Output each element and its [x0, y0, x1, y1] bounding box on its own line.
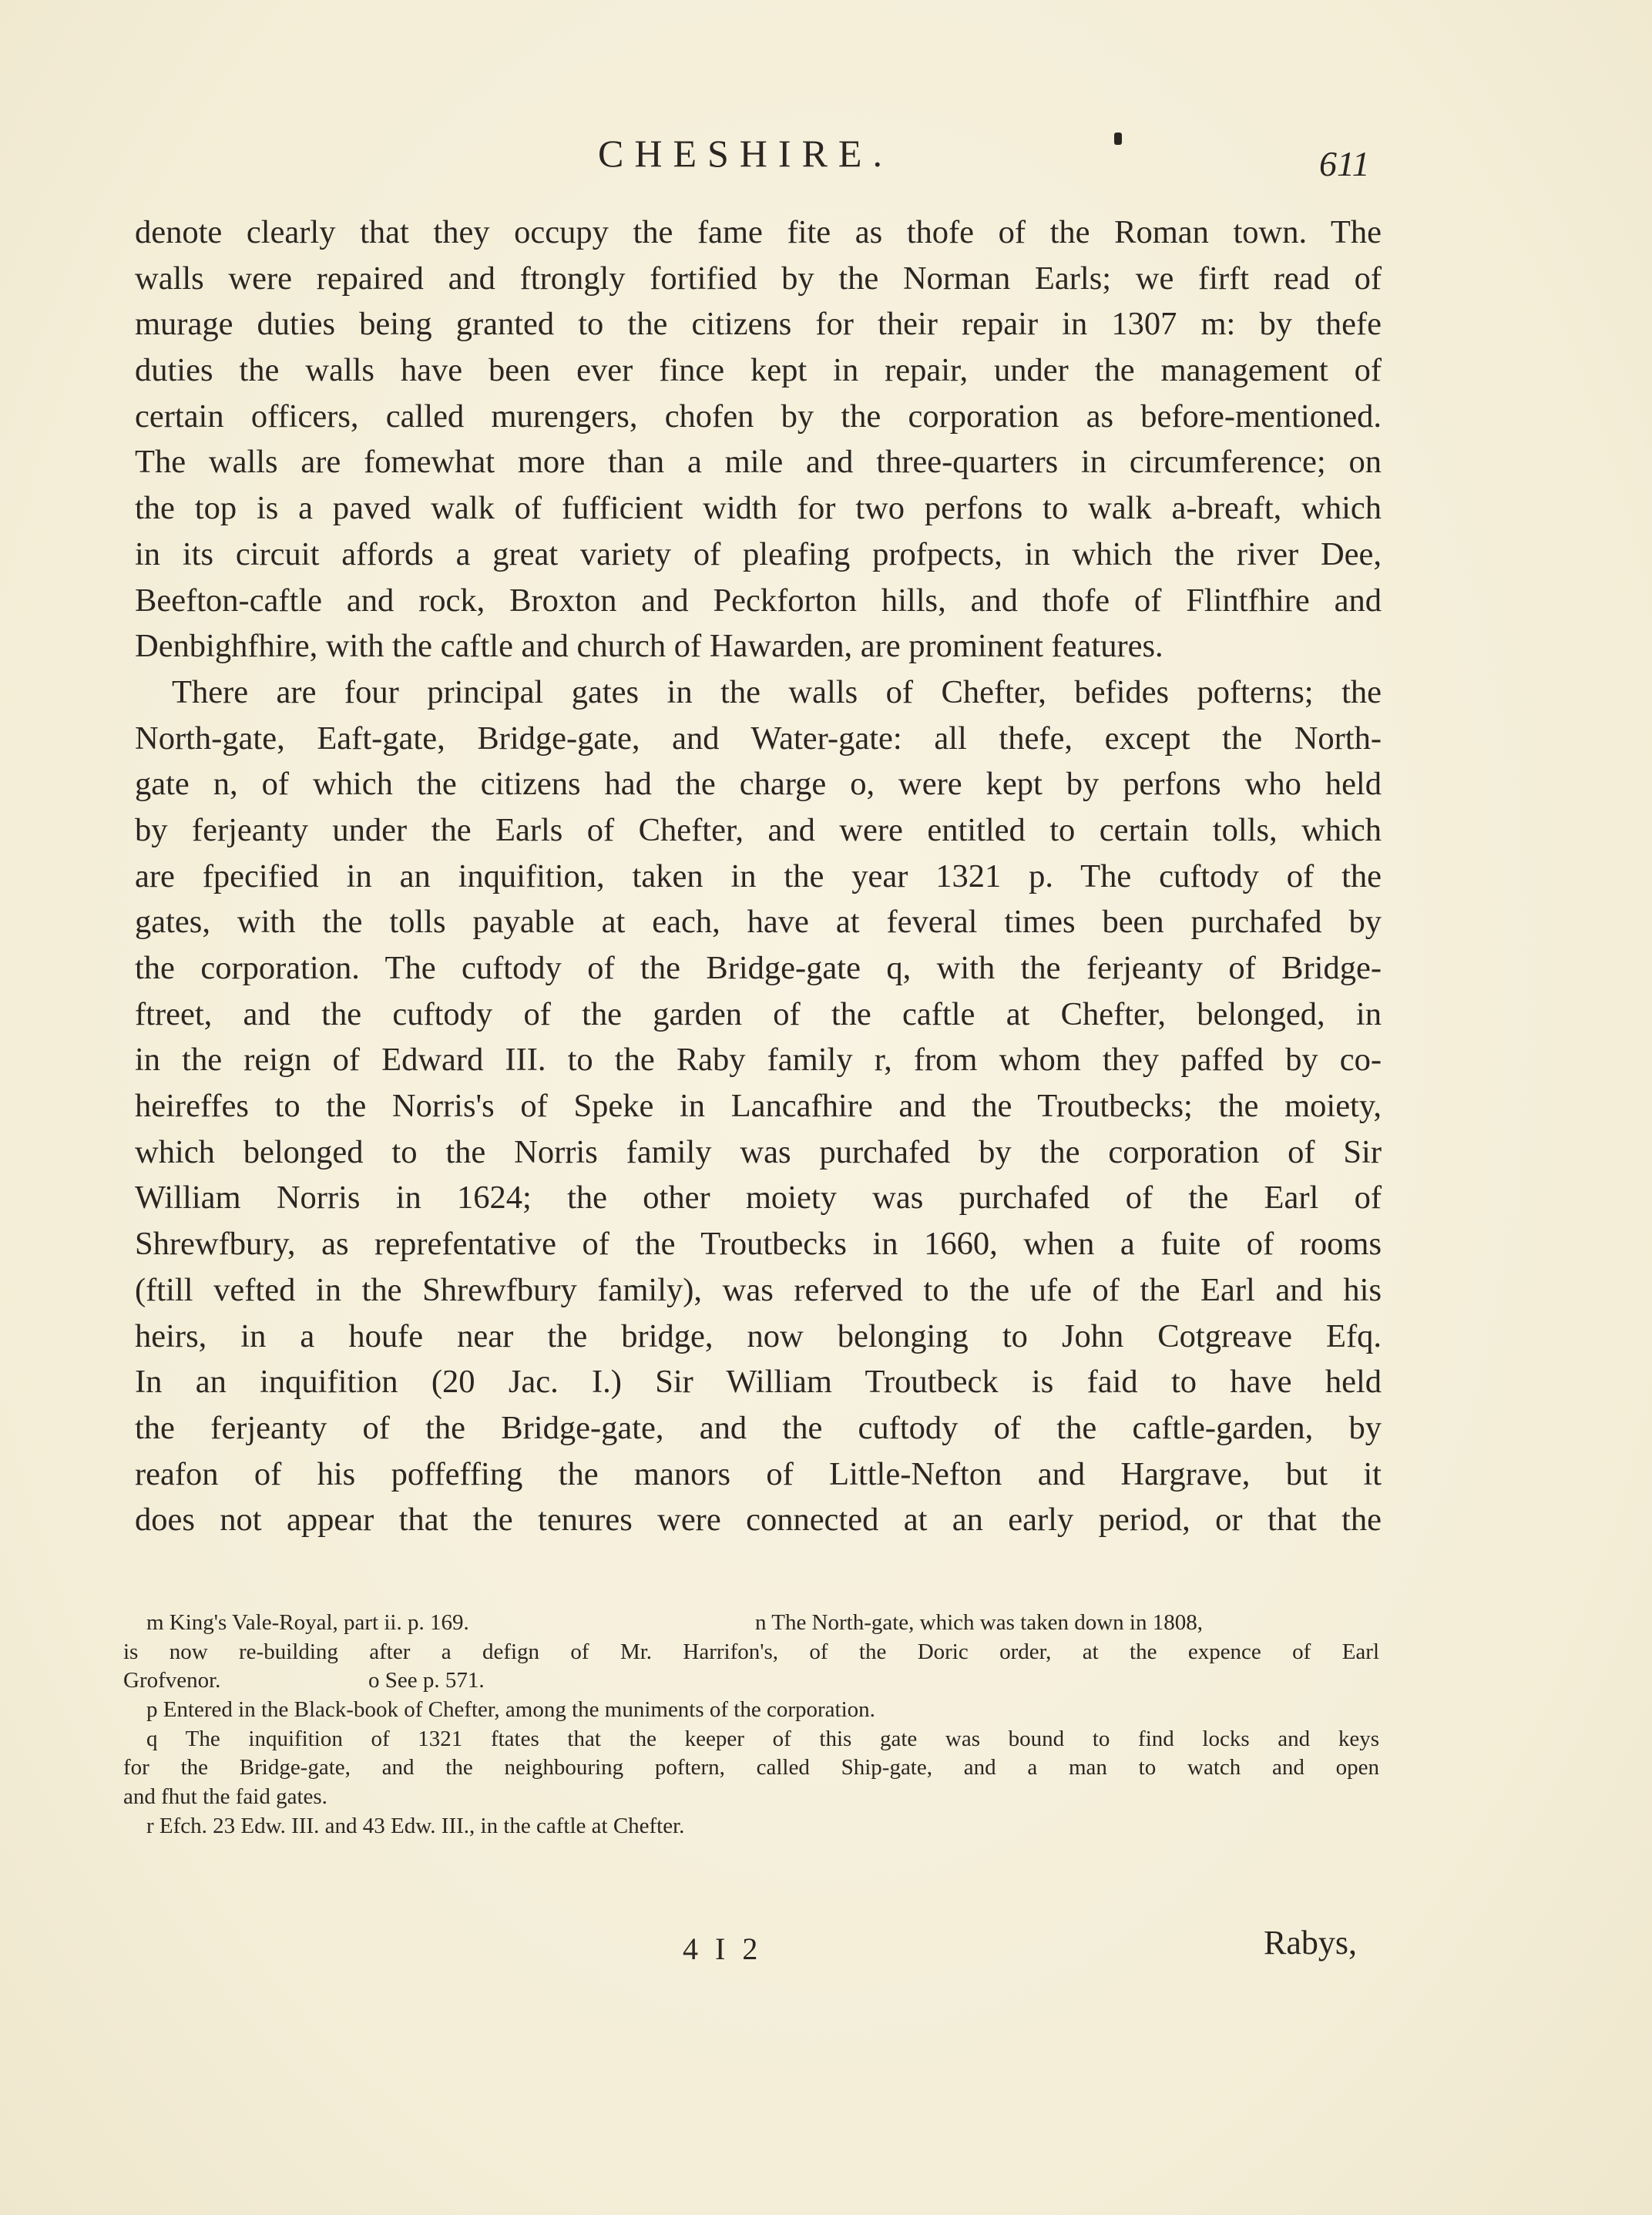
- text-line: (ftill vefted in the Shrewfbury family), was referved to the ufe of the Earl and his: [135, 1271, 1382, 1308]
- text-line: in the reign of Edward III. to the Raby family r, from whom they paffed by co-: [135, 1042, 1382, 1079]
- text-line: does not appear that the tenures were connected at an early period, or that the: [135, 1502, 1382, 1539]
- text-line: The walls are fomewhat more than a mile and three-quarters in circumference; on: [135, 444, 1382, 481]
- text-line: reafon of his poffeffing the manors of Little-Nefton and Hargrave, but it: [135, 1455, 1382, 1492]
- text-line: are fpecified in an inquifition, taken in the year 1321 p. The cuftody of the: [135, 857, 1382, 894]
- text-line: certain officers, called murengers, chofen by the corporation as before-mentioned.: [135, 398, 1382, 435]
- running-title: CHESHIRE.: [598, 132, 893, 175]
- text-line: in its circuit affords a great variety of pleafing profpects, in which the river Dee,: [135, 535, 1382, 572]
- text-line: denote clearly that they occupy the fame fite as thofe of the Roman town. The: [135, 214, 1382, 250]
- footnote-m: m King's Vale-Royal, part ii. p. 169.: [146, 1610, 469, 1635]
- page-number: 611: [1319, 144, 1370, 183]
- footnote-q-cont: for the Bridge-gate, and the neighbouring poftern, called Ship-gate, and a man to watch and open: [123, 1755, 1379, 1780]
- ink-mark: [1114, 133, 1122, 145]
- footnote-row: [123, 1609, 1379, 1638]
- text-line: heirs, in a houfe near the bridge, now belonging to John Cotgreave Efq.: [135, 1317, 1382, 1354]
- text-line: duties the walls have been ever fince kept in repair, under the management of: [135, 352, 1382, 389]
- catchword: Rabys,: [1264, 1924, 1357, 1962]
- footnote-p: p Entered in the Black-book of Chefter, among the muniments of the corporation.: [146, 1697, 875, 1723]
- text-line: heireffes to the Norris's of Speke in Lancafhire and the Troutbecks; the moiety,: [135, 1088, 1382, 1125]
- footnotes: [123, 1609, 1379, 1841]
- footnote-n: n The North-gate, which was taken down in 1808,: [755, 1610, 1203, 1635]
- text-line: the corporation. The cuftody of the Bridge-gate q, with the ferjeanty of Bridge-: [135, 950, 1382, 986]
- footnote-r: r Efch. 23 Edw. III. and 43 Edw. III., in the caftle at Chefter.: [146, 1813, 685, 1838]
- text-line: the top is a paved walk of fufficient width for two perfons to walk a-breaft, which: [135, 490, 1382, 527]
- text-line: There are four principal gates in the walls of Chefter, befides pofterns; the: [172, 673, 1382, 710]
- text-line: walls were repaired and ftrongly fortified by the Norman Earls; we firft read of: [135, 260, 1382, 297]
- text-line: gates, with the tolls payable at each, have at feveral times been purchafed by: [135, 904, 1382, 941]
- text-line: murage duties being granted to the citizens for their repair in 1307 m: by thefe: [135, 306, 1382, 343]
- text-line: gate n, of which the citizens had the charge o, were kept by perfons who held: [135, 766, 1382, 803]
- footnote-q: q The inquifition of 1321 ftates that the keeper of this gate was bound to find locks and keys: [146, 1726, 1379, 1751]
- text-line: In an inquifition (20 Jac. I.) Sir William Troutbeck is faid to have held: [135, 1364, 1382, 1401]
- text-line: which belonged to the Norris family was purchafed by the corporation of Sir: [135, 1133, 1382, 1170]
- text-line: by ferjeanty under the Earls of Chefter, and were entitled to certain tolls, which: [135, 811, 1382, 848]
- footnote-o: o See p. 571.: [368, 1668, 485, 1693]
- text-line: North-gate, Eaft-gate, Bridge-gate, and Water-gate: all thefe, except the North-: [135, 720, 1382, 757]
- text-line: ftreet, and the cuftody of the garden of the caftle at Chefter, belonged, in: [135, 995, 1382, 1032]
- footnote-n-cont: is now re-building after a defign of Mr. Harrifon's, of the Doric order, at the expence of Earl: [123, 1639, 1379, 1664]
- footnote-n-end: Grofvenor.: [123, 1668, 221, 1693]
- text-line: William Norris in 1624; the other moiety was purchafed of the Earl of: [135, 1180, 1382, 1217]
- footnote-row: [123, 1666, 1379, 1696]
- text-line: Shrewfbury, as reprefentative of the Troutbecks in 1660, when a fuite of rooms: [135, 1226, 1382, 1263]
- signature-mark: 4 I 2: [683, 1931, 763, 1966]
- text-line: the ferjeanty of the Bridge-gate, and the cuftody of the caftle-garden, by: [135, 1409, 1382, 1446]
- footnote-q-end: and fhut the faid gates.: [123, 1784, 327, 1810]
- text-line: Beefton-caftle and rock, Broxton and Peckforton hills, and thofe of Flintfhire and: [135, 582, 1382, 619]
- text-line: Denbighfhire, with the caftle and church of Hawarden, are prominent features.: [135, 628, 1163, 665]
- body-text: [135, 210, 1382, 1543]
